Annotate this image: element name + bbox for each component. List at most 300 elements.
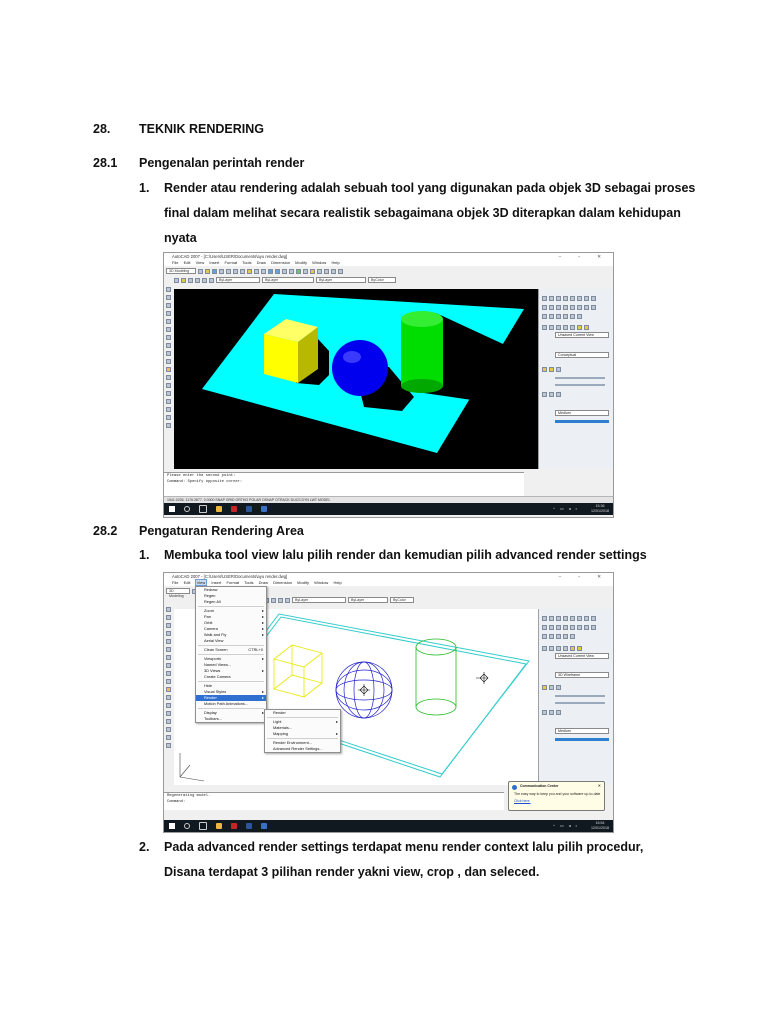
panel-icon[interactable] bbox=[542, 392, 547, 397]
sphere-highlight bbox=[343, 351, 361, 363]
revcloud-icon[interactable] bbox=[166, 663, 171, 668]
pan-icon[interactable] bbox=[268, 269, 273, 274]
light-slider[interactable] bbox=[555, 384, 605, 386]
panel-icon[interactable] bbox=[570, 305, 575, 310]
menu-item-label: Pan bbox=[204, 614, 211, 619]
menu-item-label: Render bbox=[204, 695, 217, 700]
menu-view[interactable]: View bbox=[195, 260, 205, 265]
polygon-icon[interactable] bbox=[166, 311, 171, 316]
menu-item-label: Display bbox=[204, 710, 217, 715]
menu-item-label: Redraw bbox=[204, 587, 218, 592]
clock-date: 12/01/2018 bbox=[591, 509, 609, 513]
panel-icon[interactable] bbox=[570, 325, 575, 330]
panel-icon[interactable] bbox=[549, 634, 554, 639]
hatch-icon[interactable] bbox=[166, 391, 171, 396]
cylinder-body bbox=[401, 319, 443, 386]
render-menu-item-mapping[interactable] bbox=[265, 731, 340, 737]
menu-format[interactable]: Format bbox=[226, 580, 240, 585]
render-menu-item-render[interactable] bbox=[265, 710, 340, 716]
spline-icon[interactable] bbox=[166, 351, 171, 356]
popup-link[interactable]: Click here. bbox=[514, 799, 531, 803]
panel-icon[interactable] bbox=[542, 634, 547, 639]
view-menu-item-motion-path-animations[interactable] bbox=[196, 701, 266, 707]
menu-item-label: Light bbox=[273, 719, 282, 724]
panel-icon[interactable] bbox=[549, 367, 554, 372]
menu-item-label: Motion Path Animations... bbox=[204, 701, 249, 706]
menu-separator bbox=[198, 681, 264, 682]
panel-icon[interactable] bbox=[542, 367, 547, 372]
paragraph-line: nyata bbox=[164, 231, 197, 245]
redo-icon[interactable] bbox=[261, 269, 266, 274]
paragraph-line: Membuka tool view lalu pilih render dan kemudian pilih advanced render settings bbox=[164, 548, 647, 562]
menu-separator bbox=[198, 606, 264, 607]
panel-icon[interactable] bbox=[549, 710, 554, 715]
menu-item-label: Walk and Fly bbox=[204, 632, 227, 637]
menu-shortcut: CTRL+0 bbox=[248, 647, 263, 652]
menu-window[interactable]: Window bbox=[312, 260, 327, 265]
panel-icon[interactable] bbox=[556, 634, 561, 639]
panel-icon[interactable] bbox=[549, 625, 554, 630]
linetype-select[interactable]: ByLayer bbox=[292, 597, 346, 603]
draw-toolbar bbox=[165, 607, 172, 748]
panel-icon[interactable] bbox=[549, 616, 554, 621]
panel-icon[interactable] bbox=[570, 616, 575, 621]
panel-icon[interactable] bbox=[549, 296, 554, 301]
menu-item-label: Mapping bbox=[273, 731, 288, 736]
system-tray-icons[interactable]: ^ ▭ ◂ ▪ bbox=[553, 824, 579, 828]
layer-iso-icon[interactable] bbox=[202, 278, 207, 283]
panel-icon[interactable] bbox=[577, 646, 582, 651]
task-view-icon[interactable] bbox=[199, 505, 207, 513]
command-line: Command: Specify opposite corner: bbox=[167, 480, 243, 484]
ellipse-icon[interactable] bbox=[166, 359, 171, 364]
menu-bar bbox=[164, 260, 613, 266]
app-icon[interactable] bbox=[261, 823, 267, 829]
save-icon[interactable] bbox=[212, 269, 217, 274]
submenu-arrow-icon: ▸ bbox=[262, 614, 264, 619]
menu-view[interactable]: View bbox=[196, 580, 206, 585]
cut-icon[interactable] bbox=[226, 269, 231, 274]
hatch-icon[interactable] bbox=[166, 711, 171, 716]
status-bar: 1541.0236, 1176.2877, 0.0000 SNAP GRID ORTHO POLAR OSNAP OTRACK DUCS DYN LWT MODEL bbox=[164, 496, 614, 503]
subsection-number: 28.2 bbox=[93, 524, 118, 538]
panel-icon[interactable] bbox=[570, 634, 575, 639]
panel-icon[interactable] bbox=[584, 305, 589, 310]
menu-item-label: Advanced Render Settings... bbox=[273, 746, 323, 751]
menu-format[interactable]: Format bbox=[224, 260, 238, 265]
help-icon[interactable] bbox=[338, 269, 343, 274]
search-icon[interactable] bbox=[184, 823, 190, 829]
render-progress-bar bbox=[555, 738, 609, 741]
paste-icon[interactable] bbox=[240, 269, 245, 274]
render-progress-bar bbox=[555, 420, 609, 423]
info-icon bbox=[512, 785, 517, 790]
circle-icon[interactable] bbox=[166, 335, 171, 340]
light-slider[interactable] bbox=[555, 695, 605, 697]
paragraph-line: Pada advanced render settings terdapat menu render context lalu pilih procedur, bbox=[164, 840, 644, 854]
calc-icon[interactable] bbox=[331, 269, 336, 274]
menu-edit[interactable]: Edit bbox=[183, 580, 191, 585]
render-quality-select[interactable]: Medium bbox=[555, 410, 609, 416]
layer-match-icon[interactable] bbox=[285, 598, 290, 603]
point-icon[interactable] bbox=[166, 703, 171, 708]
panel-icon[interactable] bbox=[577, 314, 582, 319]
menu-item-label: Create Camera bbox=[204, 674, 231, 679]
print-icon[interactable] bbox=[219, 269, 224, 274]
window-controls[interactable]: – ▫ ✕ bbox=[558, 574, 609, 579]
submenu-arrow-icon: ▸ bbox=[262, 626, 264, 631]
menu-item-label: Regen bbox=[204, 593, 216, 598]
visual-style-select[interactable]: 3D Wireframe bbox=[555, 672, 609, 678]
menu-item-label: Named Views... bbox=[204, 662, 232, 667]
menu-draw[interactable]: Draw bbox=[258, 580, 269, 585]
panel-icon[interactable] bbox=[542, 616, 547, 621]
list-number: 1. bbox=[139, 548, 150, 562]
panel-icon[interactable] bbox=[591, 296, 596, 301]
menu-dimension[interactable]: Dimension bbox=[273, 580, 293, 585]
panel-icon[interactable] bbox=[563, 325, 568, 330]
panel-icon[interactable] bbox=[591, 625, 596, 630]
make-block-icon[interactable] bbox=[166, 375, 171, 380]
panel-icon[interactable] bbox=[542, 685, 547, 690]
layer-prev-icon[interactable] bbox=[278, 598, 283, 603]
layers-toolbar bbox=[174, 276, 396, 284]
workspace-select[interactable]: 3D Modeling bbox=[166, 588, 190, 594]
communication-center-popup[interactable] bbox=[508, 781, 605, 811]
view-menu-item-create-camera[interactable] bbox=[196, 674, 266, 680]
menu-dimension[interactable]: Dimension bbox=[271, 260, 291, 265]
windows-taskbar bbox=[164, 820, 613, 832]
sphere bbox=[332, 340, 388, 396]
menu-item-label: Aerial View bbox=[204, 638, 224, 643]
file-explorer-icon[interactable] bbox=[216, 823, 222, 829]
panel-icon[interactable] bbox=[591, 305, 596, 310]
panel-icon[interactable] bbox=[556, 325, 561, 330]
zoom-icon[interactable] bbox=[275, 269, 280, 274]
layer-match-icon[interactable] bbox=[195, 278, 200, 283]
visual-style-select[interactable]: Conceptual bbox=[555, 352, 609, 358]
panel-icon[interactable] bbox=[549, 685, 554, 690]
gradient-icon[interactable] bbox=[166, 719, 171, 724]
submenu-arrow-icon: ▸ bbox=[262, 632, 264, 637]
zoom-window-icon[interactable] bbox=[282, 269, 287, 274]
render-submenu bbox=[264, 709, 341, 753]
panel-icon[interactable] bbox=[584, 325, 589, 330]
construction-line-icon[interactable] bbox=[166, 295, 171, 300]
gradient-icon[interactable] bbox=[166, 399, 171, 404]
panel-icon[interactable] bbox=[563, 634, 568, 639]
light-slider[interactable] bbox=[555, 702, 605, 704]
subsection-title: Pengenalan perintah render bbox=[139, 156, 305, 170]
panel-icon[interactable] bbox=[570, 625, 575, 630]
render-quality-select[interactable]: Medium bbox=[555, 728, 609, 734]
panel-icon[interactable] bbox=[563, 646, 568, 651]
panel-icon[interactable] bbox=[563, 616, 568, 621]
window-controls[interactable]: – ▫ ✕ bbox=[558, 254, 609, 259]
render-viewport[interactable] bbox=[174, 289, 539, 469]
paragraph-line: Render atau rendering adalah sebuah tool yang digunakan pada objek 3D sebagai proses bbox=[164, 181, 696, 195]
view-menu-item-clean-screen[interactable] bbox=[196, 647, 266, 653]
submenu-arrow-icon: ▸ bbox=[262, 656, 264, 661]
panel-icon[interactable] bbox=[570, 314, 575, 319]
mtext-icon[interactable] bbox=[166, 423, 171, 428]
clock-time: 15:54 bbox=[595, 821, 605, 825]
cylinder-base bbox=[401, 379, 443, 393]
dashboard-panel bbox=[538, 289, 614, 469]
design-center-icon[interactable] bbox=[303, 269, 308, 274]
autocad-icon[interactable] bbox=[231, 823, 237, 829]
paragraph-line: final dalam melihat secara realistik sebagaimana objek 3D diterapkan dalam kehidupan bbox=[164, 206, 681, 220]
plotstyle-select[interactable]: ByColor bbox=[368, 277, 396, 283]
panel-icon[interactable] bbox=[542, 314, 547, 319]
panel-icon[interactable] bbox=[556, 685, 561, 690]
subsection-number: 28.1 bbox=[93, 156, 118, 170]
panel-icon[interactable] bbox=[556, 296, 561, 301]
standard-toolbar bbox=[166, 267, 343, 275]
panel-icon[interactable] bbox=[584, 296, 589, 301]
region-icon[interactable] bbox=[166, 727, 171, 732]
close-icon[interactable]: ✕ bbox=[597, 783, 601, 788]
light-slider[interactable] bbox=[555, 377, 605, 379]
circle-icon[interactable] bbox=[166, 655, 171, 660]
layer-prev-icon[interactable] bbox=[188, 278, 193, 283]
autocad-icon[interactable] bbox=[231, 506, 237, 512]
markup-icon[interactable] bbox=[324, 269, 329, 274]
submenu-arrow-icon: ▸ bbox=[262, 689, 264, 694]
view-menu-item-regen-all[interactable] bbox=[196, 599, 266, 605]
menu-insert[interactable]: Insert bbox=[211, 580, 222, 585]
panel-icon[interactable] bbox=[556, 392, 561, 397]
panel-icon[interactable] bbox=[542, 325, 547, 330]
copy-icon[interactable] bbox=[233, 269, 238, 274]
polygon-icon[interactable] bbox=[166, 631, 171, 636]
menu-item-label: Materials... bbox=[273, 725, 293, 730]
windows-start-icon[interactable] bbox=[169, 506, 175, 512]
panel-icon[interactable] bbox=[556, 314, 561, 319]
rectangle-icon[interactable] bbox=[166, 639, 171, 644]
panel-icon[interactable] bbox=[542, 625, 547, 630]
arc-icon[interactable] bbox=[166, 327, 171, 332]
plotstyle-select[interactable]: ByColor bbox=[390, 597, 414, 603]
panel-icon[interactable] bbox=[556, 625, 561, 630]
system-tray-icons[interactable]: ^ ▭ ◂ ▪ bbox=[553, 507, 579, 511]
polyline-icon[interactable] bbox=[166, 303, 171, 308]
panel-icon[interactable] bbox=[584, 625, 589, 630]
draw-toolbar bbox=[165, 287, 172, 428]
command-line: Please enter the second point: bbox=[167, 474, 236, 478]
workspace-select[interactable]: 3D Modeling bbox=[166, 268, 196, 274]
panel-icon[interactable] bbox=[563, 296, 568, 301]
menu-item-label: Hide bbox=[204, 683, 213, 688]
panel-icon[interactable] bbox=[577, 625, 582, 630]
layer-state-icon[interactable] bbox=[271, 598, 276, 603]
menu-item-label: Toolbars... bbox=[204, 716, 222, 721]
paragraph-line: Disana terdapat 3 pilihan render yakni view, crop , dan seleced. bbox=[164, 865, 540, 879]
ellipse-icon[interactable] bbox=[166, 679, 171, 684]
named-view-select[interactable]: Unsaved Current View bbox=[555, 653, 609, 659]
menu-item-label: Orbit bbox=[204, 620, 213, 625]
menu-item-label: Zoom bbox=[204, 608, 214, 613]
view-menu-dropdown bbox=[195, 586, 267, 723]
submenu-arrow-icon: ▸ bbox=[262, 695, 264, 700]
panel-icon[interactable] bbox=[570, 646, 575, 651]
menu-tools[interactable]: Tools bbox=[244, 580, 254, 585]
submenu-arrow-icon: ▸ bbox=[262, 620, 264, 625]
region-icon[interactable] bbox=[166, 407, 171, 412]
polyline-icon[interactable] bbox=[166, 623, 171, 628]
autocad-screenshot-rendered bbox=[163, 252, 614, 518]
undo-icon[interactable] bbox=[254, 269, 259, 274]
panel-icon[interactable] bbox=[591, 616, 596, 621]
table-icon[interactable] bbox=[166, 735, 171, 740]
command-line: Regenerating model. bbox=[167, 794, 211, 798]
menu-edit[interactable]: Edit bbox=[183, 260, 191, 265]
panel-icon[interactable] bbox=[549, 392, 554, 397]
panel-icon[interactable] bbox=[563, 314, 568, 319]
linetype-select[interactable]: ByLayer bbox=[262, 277, 314, 283]
section-number: 28. bbox=[93, 122, 111, 136]
command-window[interactable] bbox=[164, 472, 524, 496]
menu-window[interactable]: Window bbox=[314, 580, 329, 585]
panel-icon[interactable] bbox=[542, 710, 547, 715]
menu-separator bbox=[267, 738, 338, 739]
clock-time: 15:36 bbox=[595, 504, 605, 508]
panel-icon[interactable] bbox=[570, 296, 575, 301]
word-icon[interactable] bbox=[246, 506, 252, 512]
menu-tools[interactable]: Tools bbox=[242, 260, 252, 265]
panel-icon[interactable] bbox=[577, 616, 582, 621]
taskbar-clock[interactable] bbox=[591, 821, 609, 831]
lineweight-select[interactable]: ByLayer bbox=[316, 277, 366, 283]
open-icon[interactable] bbox=[205, 269, 210, 274]
file-explorer-icon[interactable] bbox=[216, 506, 222, 512]
windows-start-icon[interactable] bbox=[169, 823, 175, 829]
panel-icon[interactable] bbox=[577, 325, 582, 330]
list-number: 2. bbox=[139, 840, 150, 854]
layer-select[interactable]: ByLayer bbox=[216, 277, 260, 283]
menu-file[interactable]: File bbox=[172, 260, 179, 265]
point-icon[interactable] bbox=[166, 383, 171, 388]
revcloud-icon[interactable] bbox=[166, 343, 171, 348]
list-number: 1. bbox=[139, 181, 150, 195]
panel-icon[interactable] bbox=[556, 616, 561, 621]
panel-icon[interactable] bbox=[556, 367, 561, 372]
table-icon[interactable] bbox=[166, 415, 171, 420]
window-title: AutoCAD 2007 - [C:\Users\USER\Documents\ayu render.dwg] bbox=[164, 573, 613, 580]
sheet-set-icon[interactable] bbox=[317, 269, 322, 274]
panel-icon[interactable] bbox=[556, 305, 561, 310]
menu-insert[interactable]: Insert bbox=[209, 260, 220, 265]
zoom-prev-icon[interactable] bbox=[289, 269, 294, 274]
menu-help[interactable]: Help bbox=[331, 260, 340, 265]
panel-icon[interactable] bbox=[542, 305, 547, 310]
popup-text: The easy way to keep you and your software up-to-date bbox=[514, 792, 601, 796]
panel-icon[interactable] bbox=[549, 314, 554, 319]
tool-palette-icon[interactable] bbox=[310, 269, 315, 274]
menu-draw[interactable]: Draw bbox=[256, 260, 267, 265]
app-icon[interactable] bbox=[261, 506, 267, 512]
panel-icon[interactable] bbox=[577, 305, 582, 310]
submenu-arrow-icon: ▸ bbox=[336, 719, 338, 724]
command-window[interactable] bbox=[164, 792, 504, 810]
menu-help[interactable]: Help bbox=[333, 580, 342, 585]
match-icon[interactable] bbox=[247, 269, 252, 274]
menu-modify[interactable]: Modify bbox=[295, 260, 307, 265]
menu-item-label: Render Environment... bbox=[273, 740, 312, 745]
menu-modify[interactable]: Modify bbox=[297, 580, 309, 585]
panel-icon[interactable] bbox=[542, 296, 547, 301]
search-icon[interactable] bbox=[184, 506, 190, 512]
subsection-title: Pengaturan Rendering Area bbox=[139, 524, 304, 538]
panel-icon[interactable] bbox=[542, 646, 547, 651]
task-view-icon[interactable] bbox=[199, 822, 207, 830]
command-line: Command: bbox=[167, 800, 186, 804]
panel-icon[interactable] bbox=[563, 625, 568, 630]
panel-icon[interactable] bbox=[563, 305, 568, 310]
menu-separator bbox=[198, 654, 264, 655]
menu-item-label: Camera bbox=[204, 626, 218, 631]
submenu-arrow-icon: ▸ bbox=[262, 608, 264, 613]
lineweight-select[interactable]: ByLayer bbox=[348, 597, 388, 603]
windows-taskbar bbox=[164, 503, 613, 515]
menu-item-label: Clean Screen bbox=[204, 647, 228, 652]
line-icon[interactable] bbox=[166, 607, 171, 612]
arc-icon[interactable] bbox=[166, 647, 171, 652]
submenu-arrow-icon: ▸ bbox=[262, 668, 264, 673]
line-icon[interactable] bbox=[166, 287, 171, 292]
section-title: TEKNIK RENDERING bbox=[139, 122, 265, 136]
menu-separator bbox=[198, 708, 264, 709]
spline-icon[interactable] bbox=[166, 671, 171, 676]
cylinder-top bbox=[401, 311, 443, 327]
named-view-select[interactable]: Unsaved Current View bbox=[555, 332, 609, 338]
panel-icon[interactable] bbox=[577, 296, 582, 301]
panel-icon[interactable] bbox=[549, 646, 554, 651]
panel-icon[interactable] bbox=[584, 616, 589, 621]
rectangle-icon[interactable] bbox=[166, 319, 171, 324]
panel-icon[interactable] bbox=[556, 646, 561, 651]
popup-title: Communication Center bbox=[520, 784, 559, 788]
construction-line-icon[interactable] bbox=[166, 615, 171, 620]
panel-icon[interactable] bbox=[556, 710, 561, 715]
layer-off-icon[interactable] bbox=[209, 278, 214, 283]
mtext-icon[interactable] bbox=[166, 743, 171, 748]
word-icon[interactable] bbox=[246, 823, 252, 829]
menu-item-label: 3D Views bbox=[204, 668, 221, 673]
panel-icon[interactable] bbox=[549, 325, 554, 330]
render-menu-item-advanced-render-settings[interactable] bbox=[265, 746, 340, 752]
make-block-icon[interactable] bbox=[166, 695, 171, 700]
autocad-screenshot-view-menu bbox=[163, 572, 614, 833]
view-menu-item-toolbars[interactable] bbox=[196, 716, 266, 722]
window-title: AutoCAD 2007 - [C:\Users\USER\Documents\ayu render.dwg] bbox=[164, 253, 613, 260]
menu-item-label: Visual Styles bbox=[204, 689, 227, 694]
new-icon[interactable] bbox=[198, 269, 203, 274]
submenu-arrow-icon: ▸ bbox=[336, 731, 338, 736]
insert-block-icon[interactable] bbox=[166, 687, 171, 692]
taskbar-clock[interactable] bbox=[591, 504, 609, 514]
menu-file[interactable]: File bbox=[172, 580, 179, 585]
clock-date: 12/01/2018 bbox=[591, 826, 609, 830]
layer-icon[interactable] bbox=[174, 278, 179, 283]
menu-separator bbox=[267, 717, 338, 718]
insert-block-icon[interactable] bbox=[166, 367, 171, 372]
view-menu-item-aerial-view[interactable] bbox=[196, 638, 266, 644]
menu-item-label: Viewports bbox=[204, 656, 222, 661]
layer-state-icon[interactable] bbox=[181, 278, 186, 283]
properties-icon[interactable] bbox=[296, 269, 301, 274]
panel-icon[interactable] bbox=[549, 305, 554, 310]
